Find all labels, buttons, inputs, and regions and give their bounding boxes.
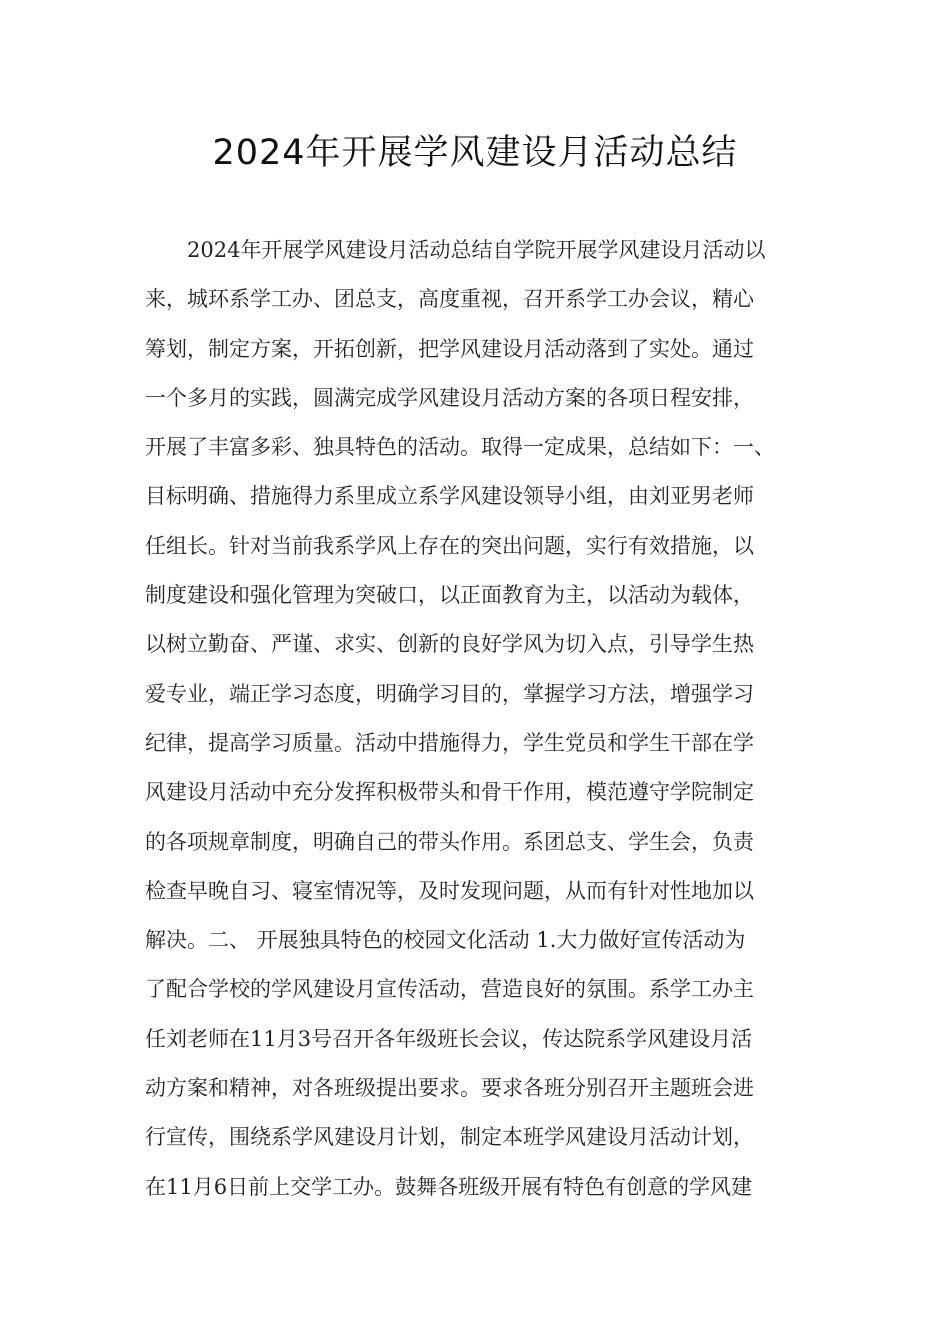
body-line-11: 纪律，提高学习质量。活动中措施得力，学生党员和学生干部在学 xyxy=(145,730,754,755)
body-line-12: 风建设月活动中充分发挥积极带头和骨干作用，模范遵守学院制定 xyxy=(145,780,754,805)
body-line-1: 2024年开展学风建设月活动总结自学院开展学风建设月活动以 xyxy=(187,238,766,262)
body-line-4: 一个多月的实践，圆满完成学风建设月活动方案的各项日程安排， xyxy=(145,385,754,410)
body-line-2: 来，城环系学工办、团总支，高度重视，召开系学工办会议，精心 xyxy=(145,287,754,312)
body-line-19: 行宣传，围绕系学风建设月计划，制定本班学风建设月活动计划， xyxy=(145,1125,754,1150)
body-line-14: 检查早晚自习、寝室情况等，及时发现问题，从而有针对性地加以 xyxy=(145,878,754,903)
body-line-6: 目标明确、措施得力系里成立系学风建设领导小组，由刘亚男老师 xyxy=(145,484,754,509)
body-line-16: 了配合学校的学风建设月宣传活动，营造良好的氛围。系学工办主 xyxy=(145,977,754,1002)
body-line-20: 在11月6日前上交学工办。鼓舞各班级开展有特色有创意的学风建 xyxy=(145,1174,753,1199)
body-line-10: 爱专业，端正学习态度，明确学习目的，掌握学习方法，增强学习 xyxy=(145,681,754,706)
body-line-18: 动方案和精神，对各班级提出要求。要求各班分别召开主题班会进 xyxy=(145,1076,754,1101)
body-line-8: 制度建设和强化管理为突破口，以正面教育为主，以活动为载体， xyxy=(145,583,754,608)
body-line-5: 开展了丰富多彩、独具特色的活动。取得一定成果，总结如下：一、 xyxy=(145,435,775,460)
document-body xyxy=(145,226,825,1212)
body-line-7: 任组长。针对当前我系学风上存在的突出问题，实行有效措施，以 xyxy=(145,533,754,558)
body-line-13: 的各项规章制度，明确自己的带头作用。系团总支、学生会，负责 xyxy=(145,829,754,854)
document-title: 2024年开展学风建设月活动总结 xyxy=(212,133,738,173)
body-line-17: 任刘老师在11月3号召开各年级班长会议，传达院系学风建设月活 xyxy=(145,1026,753,1051)
body-line-15: 解决。二、 开展独具特色的校园文化活动 1.大力做好宣传活动为 xyxy=(145,928,746,953)
body-line-3: 筹划，制定方案，开拓创新，把学风建设月活动落到了实处。通过 xyxy=(145,336,754,361)
body-line-9: 以树立勤奋、严谨、求实、创新的良好学风为切入点，引导学生热 xyxy=(145,632,754,657)
